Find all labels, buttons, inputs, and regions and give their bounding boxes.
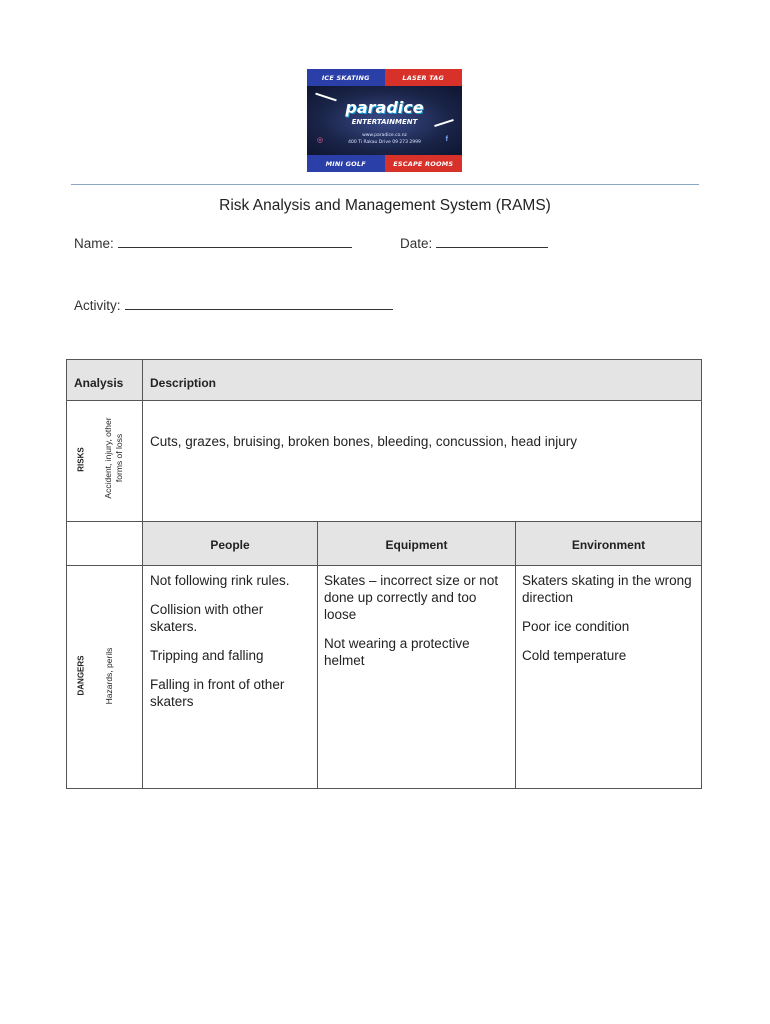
analysis-header-cell <box>66 359 143 401</box>
paradice-logo <box>307 69 462 172</box>
date-label: Date: <box>400 236 433 251</box>
logo-top-row <box>307 69 462 86</box>
logo-ice-skating: ICE SKATING <box>307 69 385 86</box>
environment-cell <box>515 565 702 789</box>
environment-item: Cold temperature <box>522 648 627 663</box>
environment-list <box>522 572 696 676</box>
logo-address: 400 Ti Rakau Drive 09 273 2999 <box>348 140 421 145</box>
document-title: Risk Analysis and Management System (RAMS) <box>219 197 551 214</box>
empty-header-cell <box>66 521 143 566</box>
environment-header: Environment <box>571 538 646 552</box>
analysis-header: Analysis <box>74 376 124 390</box>
logo-web: www.paradice.co.nz <box>362 133 407 138</box>
people-item: Tripping and falling <box>150 648 264 663</box>
environment-item: Skaters skating in the wrong direction <box>522 573 692 605</box>
name-field[interactable] <box>74 236 352 251</box>
dangers-label: DANGERS <box>76 655 86 696</box>
logo-center <box>307 86 462 155</box>
logo-brand: paradice <box>345 98 424 117</box>
risks-sublabel-line1: Accident, injury, other <box>103 417 113 499</box>
equipment-list <box>324 572 512 681</box>
dangers-sublabel: Hazards, perils <box>104 647 114 705</box>
people-item: Falling in front of other skaters <box>150 677 285 709</box>
logo-laser-tag: LASER TAG <box>385 69 463 86</box>
instagram-icon: ◎ <box>317 137 324 144</box>
name-label: Name: <box>74 236 114 251</box>
header-divider <box>71 184 699 185</box>
rams-table <box>66 359 702 789</box>
facebook-icon: f <box>445 136 448 143</box>
equipment-item: Skates – incorrect size or not done up correctly and too loose <box>324 573 499 622</box>
risks-label-cell <box>66 400 143 522</box>
logo-escape-rooms: ESCAPE ROOMS <box>385 155 463 172</box>
environment-item: Poor ice condition <box>522 619 630 634</box>
people-header-cell <box>142 521 318 566</box>
risks-sublabel-line2: forms of loss <box>114 433 124 483</box>
description-header-cell <box>142 359 702 401</box>
name-blank-line[interactable] <box>118 237 352 248</box>
dangers-label-cell <box>66 565 143 789</box>
equipment-header-cell <box>317 521 516 566</box>
equipment-item: Not wearing a protective helmet <box>324 636 470 668</box>
date-field[interactable] <box>400 236 548 251</box>
logo-mini-golf: MINI GOLF <box>307 155 385 172</box>
equipment-header: Equipment <box>385 538 448 552</box>
risks-label: RISKS <box>76 447 86 472</box>
date-blank-line[interactable] <box>436 237 548 248</box>
environment-header-cell <box>515 521 702 566</box>
risks-text: Cuts, grazes, bruising, broken bones, bleeding, concussion, head injury <box>150 434 578 449</box>
logo-brand-sub: ENTERTAINMENT <box>351 118 418 126</box>
description-header: Description <box>150 376 217 390</box>
people-item: Collision with other skaters. <box>150 602 264 634</box>
risks-description-cell <box>142 400 702 522</box>
activity-blank-line[interactable] <box>125 299 393 310</box>
people-header: People <box>210 538 250 552</box>
activity-label: Activity: <box>74 298 121 313</box>
people-list <box>150 572 312 722</box>
logo-bottom-row <box>307 155 462 172</box>
risks-sublabel <box>103 403 125 513</box>
equipment-cell <box>317 565 516 789</box>
people-cell <box>142 565 318 789</box>
activity-field[interactable] <box>74 298 393 313</box>
people-item: Not following rink rules. <box>150 573 290 588</box>
